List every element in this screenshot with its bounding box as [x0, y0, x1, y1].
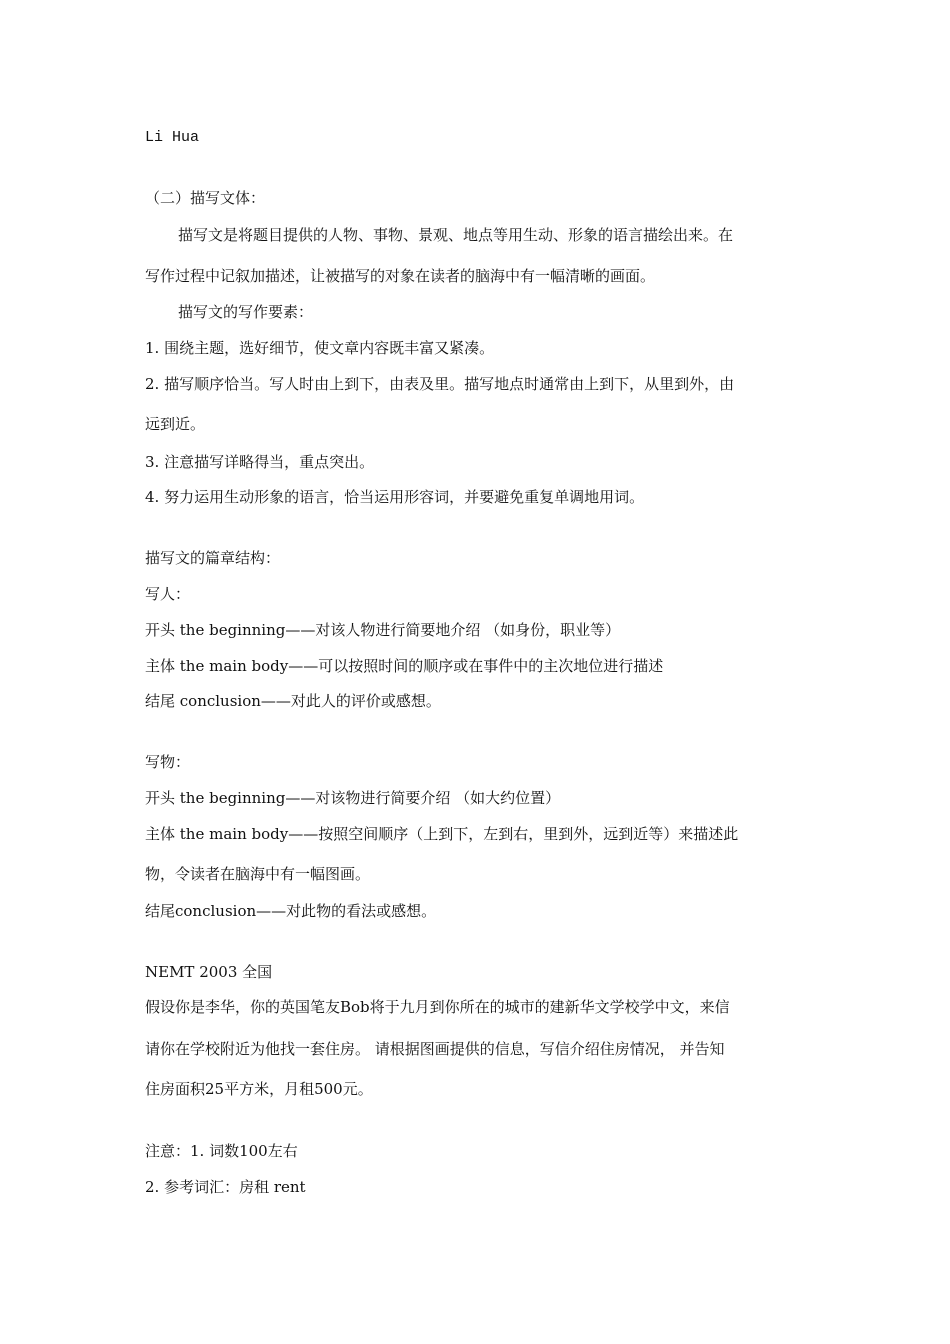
- subheading: 描写文的篇章结构：: [145, 549, 281, 567]
- structure-line: 结尾conclusion——对此物的看法或感想。: [145, 902, 437, 920]
- list-item: 4. 努力运用生动形象的语言，恰当运用形容词，并要避免重复单调地用词。: [145, 488, 645, 506]
- signature-name: Li Hua: [145, 129, 200, 146]
- list-item-continuation: 远到近。: [145, 415, 206, 433]
- list-item: 2. 描写顺序恰当。写人时由上到下，由表及里。描写地点时通常由上到下，从里到外，由: [145, 375, 735, 393]
- paragraph-line: 描写文是将题目提供的人物、事物、景观、地点等用生动、形象的语言描绘出来。在: [178, 226, 734, 244]
- structure-line: 开头 the beginning——对该物进行简要介绍 （如大约位置）: [145, 789, 561, 807]
- subheading: 写人：: [145, 585, 191, 603]
- task-paragraph-line: 住房面积25平方米，月租500元。: [145, 1080, 373, 1098]
- structure-line: 主体 the main body——按照空间顺序（上到下，左到右，里到外，远到近等）来描述此: [145, 825, 739, 843]
- list-item: 3. 注意描写详略得当，重点突出。: [145, 453, 375, 471]
- task-paragraph-line: 假设你是李华，你的英国笔友Bob将于九月到你所在的城市的建新华文学校学中文，来信: [145, 998, 730, 1016]
- subheading: 写物：: [145, 753, 191, 771]
- subheading: 描写文的写作要素：: [178, 303, 314, 321]
- paragraph-line: 写作过程中记叙加描述，让被描写的对象在读者的脑海中有一幅清晰的画面。: [145, 267, 656, 285]
- structure-line: 主体 the main body——可以按照时间的顺序或在事件中的主次地位进行描述: [145, 657, 664, 675]
- structure-line-continuation: 物，令读者在脑海中有一幅图画。: [145, 865, 371, 883]
- task-paragraph-line: 请你在学校附近为他找一套住房。 请根据图画提供的信息，写信介绍住房情况， 并告知: [145, 1040, 725, 1058]
- list-item: 1. 围绕主题，选好细节，使文章内容既丰富又紧凑。: [145, 339, 495, 357]
- structure-line: 开头 the beginning——对该人物进行简要地介绍 （如身份，职业等）: [145, 621, 621, 639]
- note-line: 2. 参考词汇：房租 rent: [145, 1178, 306, 1196]
- section-heading: （二）描写文体：: [145, 189, 266, 207]
- structure-line: 结尾 conclusion——对此人的评价或感想。: [145, 692, 441, 710]
- note-line: 注意：1. 词数100左右: [145, 1142, 298, 1160]
- exam-source: NEMT 2003 全国: [145, 963, 273, 981]
